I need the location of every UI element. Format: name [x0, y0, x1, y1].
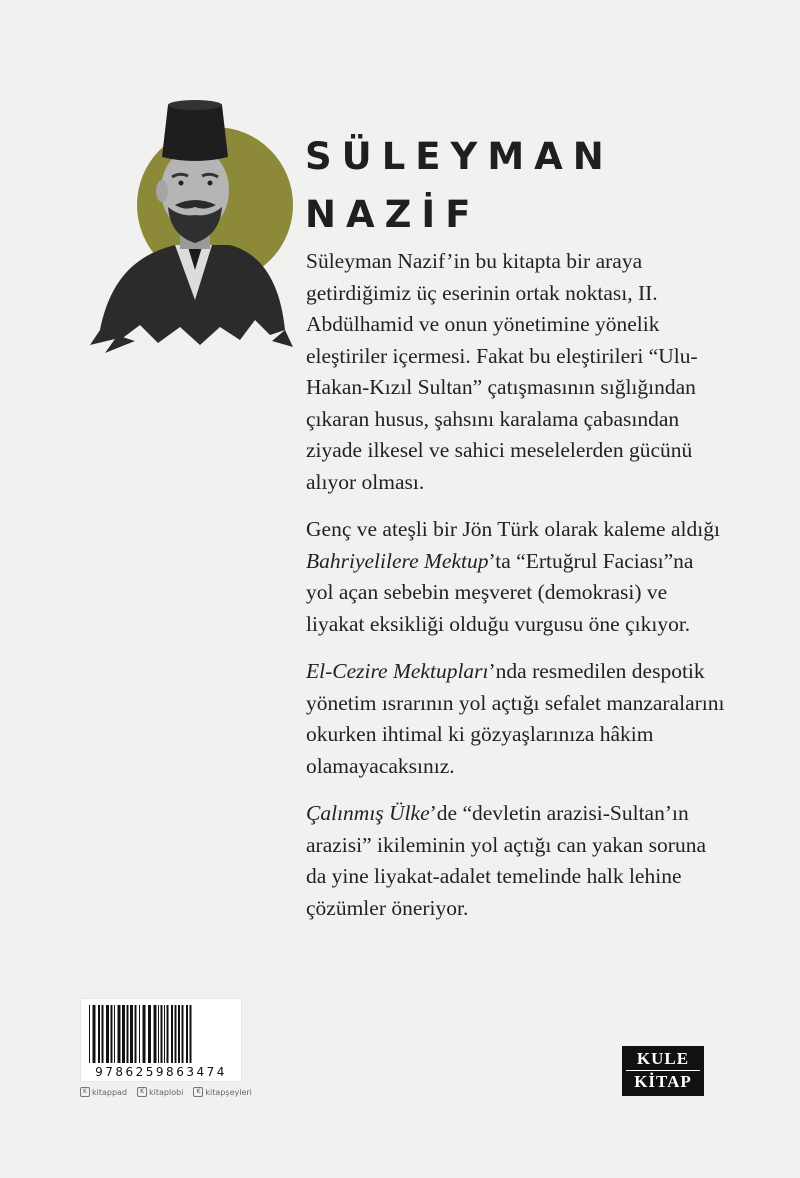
blurb-text: ’de “devletin arazisi-Sultan’ın arazisi” ikileminin yol açtığı can yakan soruna da yine liyakat-adalet temelinde halk lehine çözümler öneriyor.	[306, 801, 706, 920]
barcode-bar	[148, 1005, 151, 1063]
store-k-icon: K	[80, 1087, 90, 1097]
book-title-reference: El-Cezire Mektupları	[306, 659, 489, 683]
barcode-bar	[171, 1005, 173, 1063]
barcode-bar	[89, 1005, 90, 1063]
book-title-reference: Bahriyelilere Mektup	[306, 548, 489, 573]
barcode-bar	[135, 1005, 137, 1063]
barcode-bar	[186, 1005, 188, 1063]
book-title-reference: Çalınmış Ülke	[306, 801, 430, 825]
barcode-bar	[139, 1005, 140, 1063]
barcode-bar	[102, 1005, 104, 1063]
barcode-bar	[130, 1005, 133, 1063]
author-name-line2: NAZİF	[305, 193, 481, 236]
barcode-bar	[190, 1005, 192, 1063]
blurb-text: ’ta “Ertuğrul Faciası”na yol açan sebebin meşveret (demokrasi) ve liyakat eksikliği olduğu vurgusu öne çıkıyor.	[306, 548, 694, 636]
store-logos	[80, 1087, 252, 1097]
publisher-logo-line2: KİTAP	[634, 1072, 692, 1091]
blurb-paragraph	[306, 798, 726, 924]
isbn-barcode-block	[80, 998, 252, 1097]
barcode-bar	[161, 1005, 163, 1063]
barcode-bar	[167, 1005, 169, 1063]
barcode-bar	[164, 1005, 165, 1063]
barcode-bar	[178, 1005, 180, 1063]
blurb-paragraph	[306, 656, 726, 782]
barcode-bar	[114, 1005, 115, 1063]
barcode-bar	[106, 1005, 109, 1063]
author-name	[305, 128, 614, 244]
barcode-bar	[154, 1005, 157, 1063]
barcode-bar	[122, 1005, 125, 1063]
barcode-bar	[93, 1005, 96, 1063]
barcode-bar	[98, 1005, 100, 1063]
store-k-icon: K	[193, 1087, 203, 1097]
barcode-bar	[118, 1005, 121, 1063]
barcode-bar	[143, 1005, 146, 1063]
barcode-bar	[182, 1005, 184, 1063]
blurb-text: Genç ve ateşli bir Jön Türk olarak kaleme aldığı	[306, 517, 720, 541]
store-logo	[193, 1087, 251, 1097]
publisher-logo	[622, 1046, 704, 1096]
back-cover-blurb	[306, 246, 726, 940]
isbn-number: 9786259863474	[95, 1065, 227, 1079]
store-logo	[137, 1087, 183, 1097]
author-portrait	[80, 95, 295, 355]
blurb-text: Süleyman Nazif’in bu kitapta bir araya getirdiğimiz üç eserinin ortak noktası, II. Abdülhamid ve onun yönetimine yönelik eleştiriler içermesi. Fakat bu eleştirileri “Ulu-Hakan-Kızıl Sultan” çatışmasının sığlığından çıkaran husus, şahsını karalama çabasından ziyade ilkesel ve sahici meselelerden gücünü alıyor olması.	[306, 249, 698, 494]
blurb-paragraph	[306, 514, 726, 640]
store-name: kitaplobi	[149, 1087, 184, 1097]
barcode-bar	[158, 1005, 159, 1063]
barcode-bars	[87, 1005, 235, 1065]
barcode-bar	[175, 1005, 177, 1063]
author-name-line1: SÜLEYMAN	[305, 135, 614, 178]
publisher-logo-divider	[626, 1070, 700, 1071]
store-k-icon: K	[137, 1087, 147, 1097]
publisher-logo-line1: KULE	[636, 1049, 690, 1068]
blurb-paragraph	[306, 246, 726, 498]
barcode-bar	[127, 1005, 129, 1063]
store-name: kitappad	[92, 1087, 128, 1097]
blurb-text: ’nda resmedilen despotik yönetim ısrarının yol açtığı sefalet manzaralarını okurken ihtimal ki gözyaşlarınıza hâkim olamayacaksınız.	[306, 659, 725, 778]
barcode-bar	[111, 1005, 113, 1063]
barcode	[80, 998, 242, 1082]
store-logo	[80, 1087, 127, 1097]
store-name: kitapşeyleri	[205, 1087, 252, 1097]
